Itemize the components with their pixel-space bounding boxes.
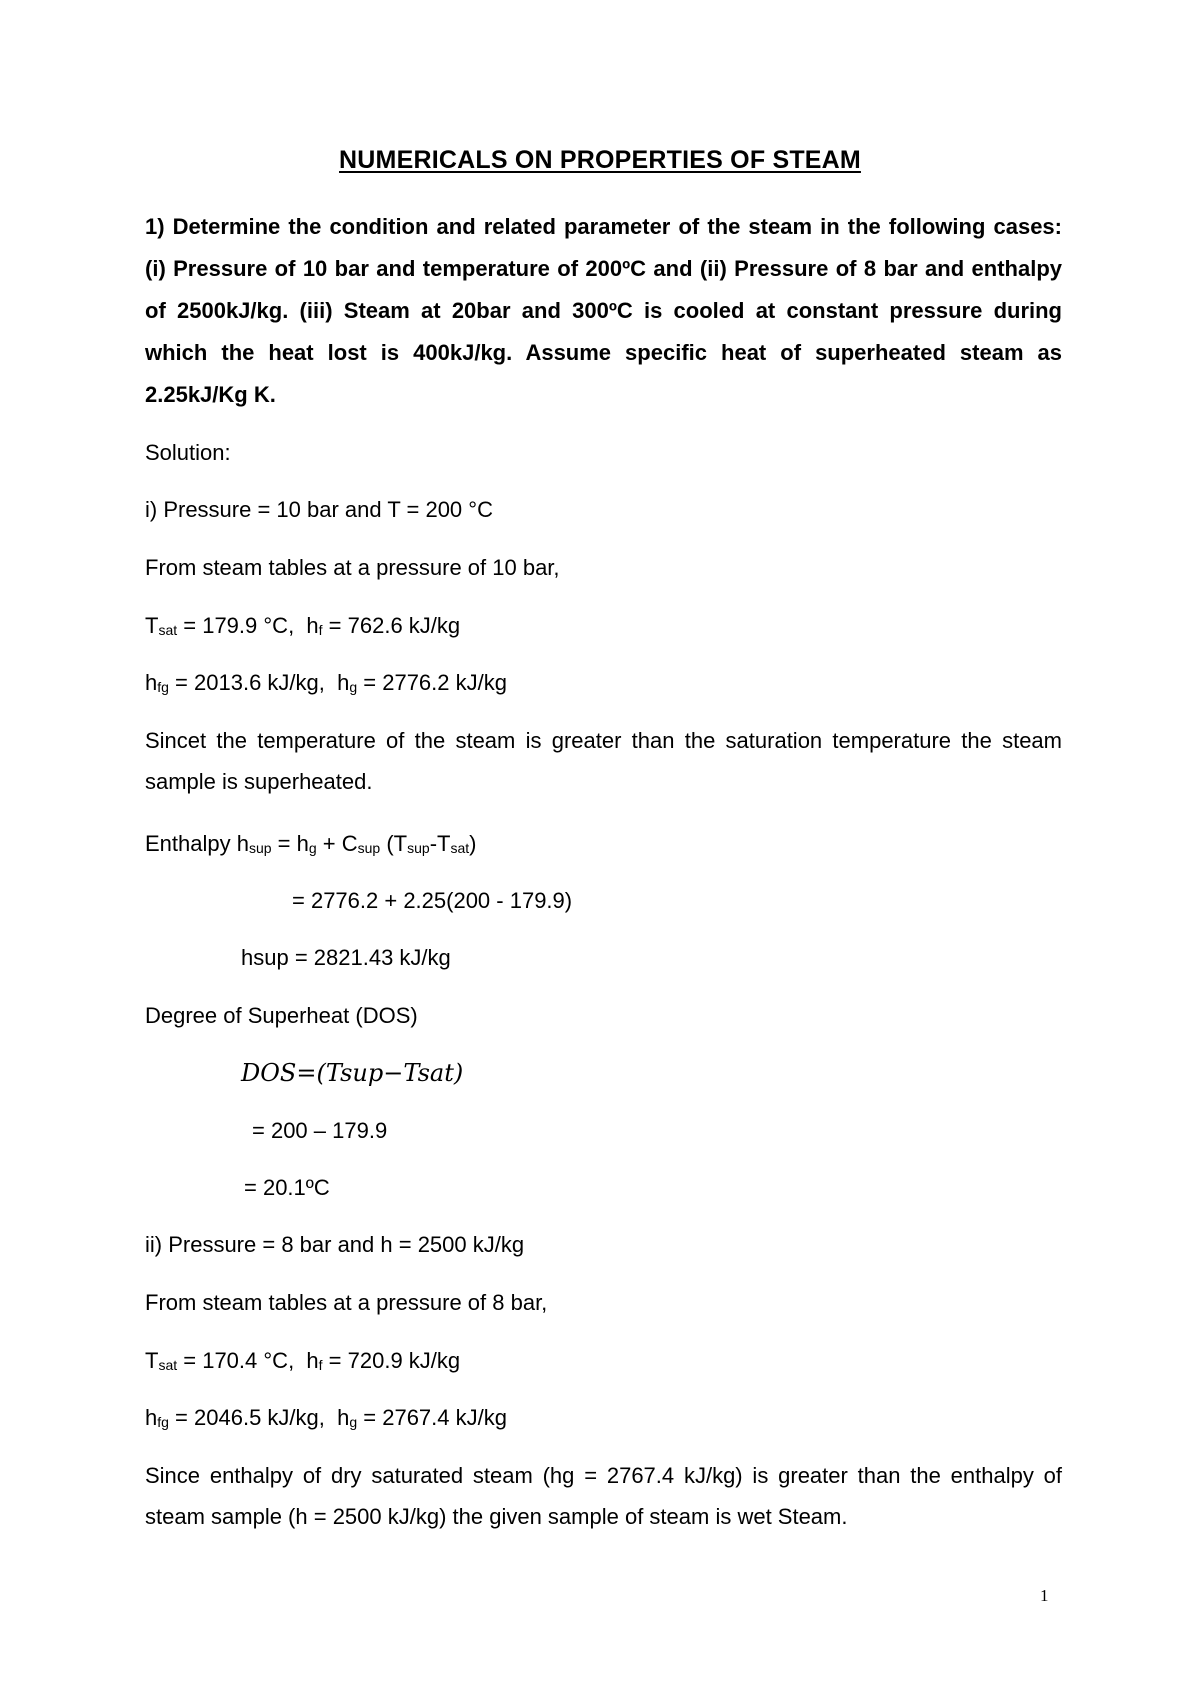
hfg-subscript: fg bbox=[157, 1414, 169, 1430]
hf-value: = 762.6 kJ/kg bbox=[322, 613, 461, 638]
enthalpy-formula bbox=[145, 831, 476, 857]
hg-value: = 2776.2 kJ/kg bbox=[357, 670, 507, 695]
dos-formula: DOS=(Tsup−Tsat) bbox=[241, 1059, 464, 1087]
tsat-symbol: T bbox=[145, 1348, 159, 1373]
part2-conclusion: Since enthalpy of dry saturated steam (hg = 2767.4 kJ/kg) is greater than the enthalpy of steam sample (h = 2500 kJ/kg) the given sample of steam is wet Steam. bbox=[145, 1463, 1062, 1529]
tsat-value: = 170.4 °C, bbox=[177, 1348, 307, 1373]
enthalpy-minus-t: -T bbox=[429, 831, 451, 856]
hfg-value: = 2013.6 kJ/kg, bbox=[168, 670, 338, 695]
enthalpy-eq: = h bbox=[271, 831, 309, 856]
tsat-subscript: sat bbox=[158, 1357, 178, 1373]
tsat-subscript-formula: sat bbox=[450, 840, 470, 856]
hsup-result: hsup = 2821.43 kJ/kg bbox=[241, 945, 451, 970]
page-title: NUMERICALS ON PROPERTIES OF STEAM bbox=[339, 146, 861, 174]
hfg-symbol: h bbox=[145, 670, 158, 695]
hg-value: = 2767.4 kJ/kg bbox=[357, 1405, 507, 1430]
part1-given: i) Pressure = 10 bar and T = 200 °C bbox=[145, 497, 493, 522]
hg-subscript-formula: g bbox=[308, 840, 317, 856]
enthalpy-calculation: = 2776.2 + 2.25(200 - 179.9) bbox=[292, 888, 573, 913]
part2-tables-intro: From steam tables at a pressure of 8 bar, bbox=[145, 1290, 548, 1315]
enthalpy-open: (T bbox=[380, 831, 408, 856]
hg-symbol: h bbox=[337, 1405, 350, 1430]
problem-statement: 1) Determine the condition and related parameter of the steam in the following cases: (i) Pressure of 10 bar and temperature of 200ºC and (ii) Pressure of 8 bar and enthalpy of 2500kJ/kg. (iii) Steam at 20bar and 300ºC is cooled at constant pressure during which the heat lost is 400kJ/kg. Assume specific heat of superheated steam as 2.25kJ/Kg K. bbox=[145, 214, 1062, 407]
part1-tsat-hf-line bbox=[145, 613, 460, 639]
hf-subscript: f bbox=[318, 622, 323, 638]
dos-result: = 20.1ºC bbox=[244, 1175, 330, 1200]
part2-given: ii) Pressure = 8 bar and h = 2500 kJ/kg bbox=[145, 1232, 525, 1257]
hf-symbol: h bbox=[306, 613, 319, 638]
enthalpy-label: Enthalpy bbox=[145, 831, 237, 856]
page-number: 1 bbox=[1040, 1586, 1049, 1605]
tsat-symbol: T bbox=[145, 613, 159, 638]
hfg-symbol: h bbox=[145, 1405, 158, 1430]
hf-value: = 720.9 kJ/kg bbox=[322, 1348, 461, 1373]
csup-subscript: sup bbox=[357, 840, 381, 856]
hg-subscript: g bbox=[349, 679, 358, 695]
hf-subscript: f bbox=[318, 1357, 323, 1373]
hf-symbol: h bbox=[306, 1348, 319, 1373]
hfg-value: = 2046.5 kJ/kg, bbox=[168, 1405, 338, 1430]
part1-hfg-hg-line bbox=[145, 670, 507, 696]
hg-subscript: g bbox=[349, 1414, 358, 1430]
part1-tables-intro: From steam tables at a pressure of 10 bar, bbox=[145, 555, 560, 580]
hsup-subscript: sup bbox=[248, 840, 272, 856]
part2-tsat-hf-line bbox=[145, 1348, 460, 1374]
dos-calculation: = 200 – 179.9 bbox=[252, 1118, 388, 1143]
part1-conclusion: Sincet the temperature of the steam is greater than the saturation temperature the steam sample is superheated. bbox=[145, 728, 1062, 794]
tsat-subscript: sat bbox=[158, 622, 178, 638]
tsup-subscript: sup bbox=[407, 840, 430, 856]
dos-label: Degree of Superheat (DOS) bbox=[145, 1003, 418, 1028]
enthalpy-plus-c: + C bbox=[316, 831, 358, 856]
part2-hfg-hg-line bbox=[145, 1405, 507, 1431]
tsat-value: = 179.9 °C, bbox=[177, 613, 307, 638]
solution-label: Solution: bbox=[145, 440, 231, 465]
hsup-symbol: h bbox=[236, 831, 249, 856]
enthalpy-close: ) bbox=[469, 831, 477, 856]
hfg-subscript: fg bbox=[157, 679, 169, 695]
hg-symbol: h bbox=[337, 670, 350, 695]
